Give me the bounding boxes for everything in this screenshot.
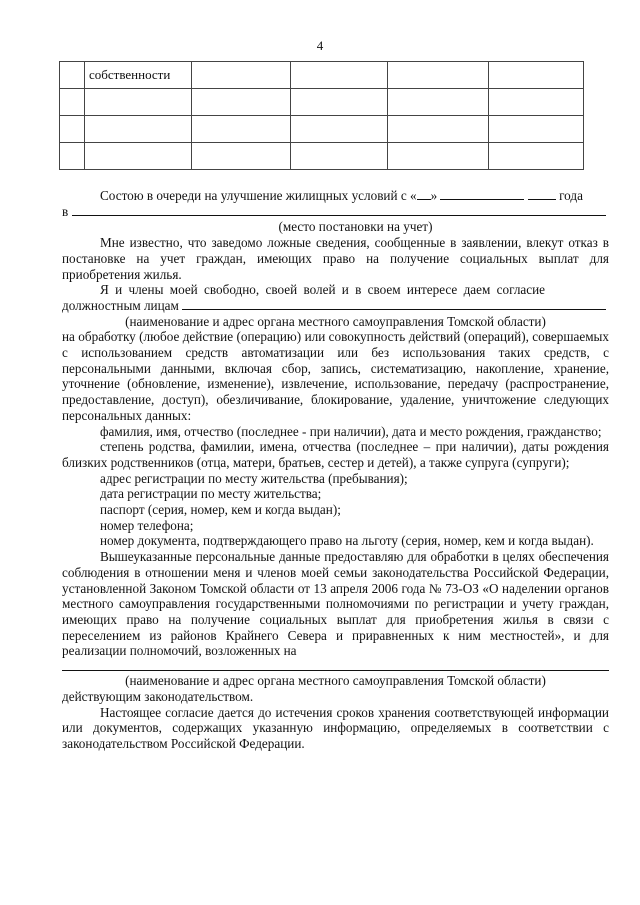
data-item: паспорт (серия, номер, кем и когда выдан); bbox=[100, 502, 341, 518]
queue-place-line: в bbox=[62, 204, 609, 220]
data-items-list bbox=[62, 424, 609, 550]
table-cell bbox=[85, 116, 192, 143]
table-cell bbox=[291, 89, 388, 116]
table-cell bbox=[192, 62, 291, 89]
table-cell: собственности bbox=[85, 62, 192, 89]
data-item: фамилия, имя, отчество (последнее - при наличии), дата и место рождения, гражданство; bbox=[100, 423, 602, 439]
table-cell bbox=[60, 62, 85, 89]
purpose-tail: действующим законодательством. bbox=[62, 688, 254, 704]
table-cell bbox=[489, 89, 584, 116]
table-cell bbox=[192, 89, 291, 116]
table-cell bbox=[60, 116, 85, 143]
purpose-paragraph: Вышеуказанные персональные данные предоставляю для обработки в целях обеспечения соблюдения в отношении меня и членов моей семьи законодательства Российской Федерации, установленной Законом Томской области от 13 апреля 2006 года № 73-ОЗ «О наделении органов местного самоуправления государственными полномочиями по регистрации и учету граждан, имеющих право на получение социальных выплат для приобретения жилья в связи с переселением из районов Крайнего Севера и приравненных к ним местностей», и для реализации полномочий, возложенных на bbox=[62, 549, 609, 659]
data-item: дата регистрации по месту жительства; bbox=[100, 486, 322, 502]
table-cell bbox=[489, 143, 584, 170]
table-cell bbox=[388, 62, 489, 89]
data-item: степень родства, фамилии, имена, отчества (последнее – при наличии), даты рождения близких родственников (отца, матери, братьев, сестер и детей), а также супруга (супруги); bbox=[62, 439, 609, 470]
table-cell bbox=[489, 116, 584, 143]
queue-caption: (место постановки на учет) bbox=[278, 219, 433, 235]
data-item: номер документа, подтверждающего право на льготу (серия, номер, кем и когда выдан). bbox=[100, 533, 594, 549]
queue-block bbox=[62, 188, 609, 752]
table-row bbox=[60, 62, 584, 89]
consent-line1: Я и члены моей свободно, своей волей и в своем интересе даем согласие bbox=[100, 282, 546, 298]
table-cell bbox=[291, 62, 388, 89]
table-row bbox=[60, 116, 584, 143]
term-paragraph: Настоящее согласие дается до истечения сроков хранения соответствующей информации или документов, содержащих указанную информацию, определяемых в соответствии с законодательством Российской Федерации. bbox=[62, 704, 609, 751]
page-number: 4 bbox=[316, 38, 324, 53]
table-cell bbox=[388, 116, 489, 143]
table-cell bbox=[489, 62, 584, 89]
table-cell bbox=[291, 143, 388, 170]
table-cell bbox=[85, 89, 192, 116]
warning-paragraph: Мне известно, что заведомо ложные сведения, сообщенные в заявлении, влекут отказ в постановке на учет граждан, имеющих право на получение социальных выплат для приобретения жилья. bbox=[62, 235, 609, 282]
table-cell bbox=[60, 89, 85, 116]
table-cell bbox=[192, 116, 291, 143]
purpose-caption: (наименование и адрес органа местного самоуправления Томской области) bbox=[125, 673, 546, 689]
consent-body: на обработку (любое действие (операцию) или совокупность действий (операций), совершаемых с использованием средств автоматизации или без использования таких средств, с персональными данными, включая сбор, запись, систематизацию, накопление, хранение, уточнение (обновление, изменение), извлечение, использование, передачу (распространение, предоставление, доступ), обезличивание, блокирование, удаление, уничтожение следующих персональных данных: bbox=[62, 329, 609, 423]
table-row bbox=[60, 143, 584, 170]
table-cell bbox=[192, 143, 291, 170]
property-table bbox=[59, 61, 584, 170]
consent-line2: должностным лицам bbox=[62, 298, 609, 314]
queue-line: Состою в очереди на улучшение жилищных условий с « » года bbox=[100, 188, 583, 203]
table-cell bbox=[60, 143, 85, 170]
table-cell bbox=[388, 89, 489, 116]
data-item: номер телефона; bbox=[100, 517, 194, 533]
table-row bbox=[60, 89, 584, 116]
table-cell bbox=[291, 116, 388, 143]
consent-caption: (наименование и адрес органа местного самоуправления Томской области) bbox=[125, 313, 546, 329]
table-cell bbox=[388, 143, 489, 170]
data-item: адрес регистрации по месту жительства (пребывания); bbox=[100, 470, 408, 486]
table-cell bbox=[85, 143, 192, 170]
